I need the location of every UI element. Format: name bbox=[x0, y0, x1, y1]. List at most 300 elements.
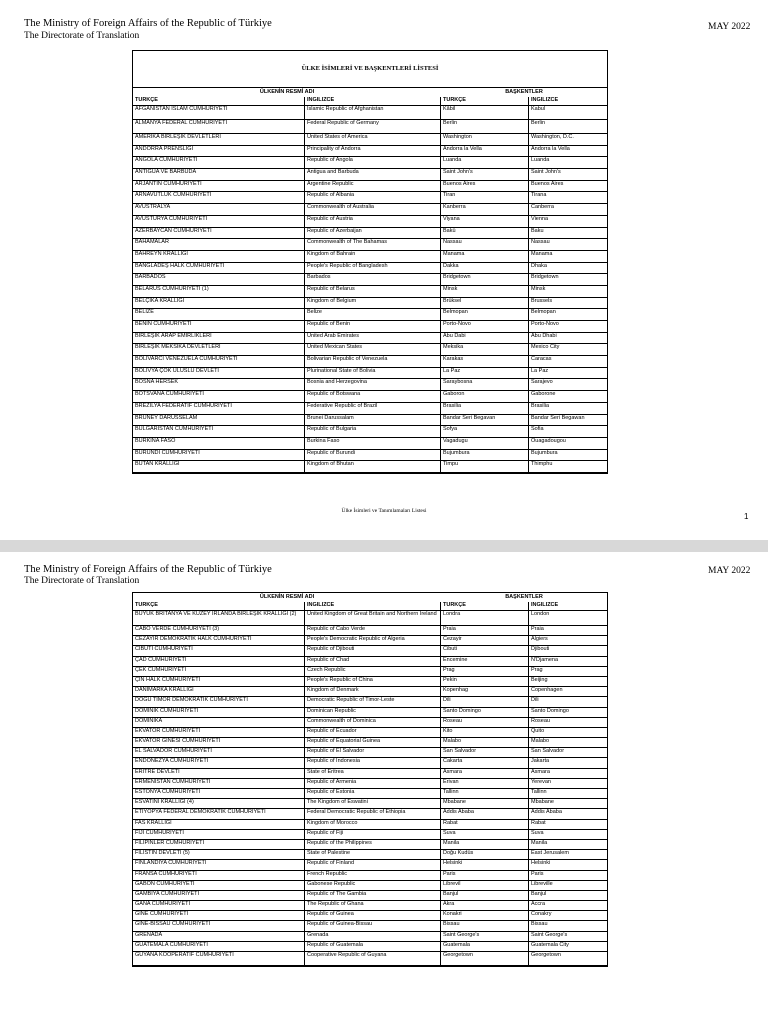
country-name-english: Federal Democratic Republic of Ethiopia bbox=[305, 809, 441, 818]
capital-english: Prag bbox=[531, 666, 543, 673]
country-name-english: Gabonese Republic bbox=[305, 881, 441, 890]
col-header-turkish: TÜRKÇE bbox=[133, 602, 305, 610]
capital-english: Georgetown bbox=[531, 952, 561, 958]
country-name-turkish: DOMİNİKA bbox=[133, 718, 305, 727]
table-row bbox=[133, 840, 607, 850]
table-row bbox=[133, 157, 607, 169]
capital-turkish: Londra bbox=[441, 611, 529, 625]
document-date: MAY 2022 bbox=[708, 566, 751, 576]
table-row bbox=[133, 379, 607, 391]
capital-turkish: Saraybosna bbox=[441, 379, 529, 390]
capital-english: Sarajevo bbox=[531, 379, 553, 386]
table-row bbox=[133, 932, 607, 942]
capital-english: Thimphu bbox=[531, 461, 553, 468]
country-name-turkish: BAHREYN KRALLIĞI bbox=[133, 251, 305, 262]
capital-english: Suva bbox=[531, 829, 544, 836]
capital-turkish: Rabat bbox=[441, 820, 529, 829]
country-name-english: Republic of Azerbaijan bbox=[305, 228, 441, 239]
country-name-turkish: CEZAYİR DEMOKRATİK HALK CUMHURİYETİ bbox=[133, 636, 305, 645]
table-row bbox=[133, 274, 607, 286]
country-name-turkish: BRUNEY DARUSSELAM bbox=[133, 415, 305, 426]
capital-turkish: Kâbil bbox=[441, 106, 529, 119]
country-name-turkish: GAMBİYA CUMHURİYETİ bbox=[133, 891, 305, 900]
capital-turkish: Bakü bbox=[441, 228, 529, 239]
table-row bbox=[133, 204, 607, 216]
table-heading: ÜLKE İSİMLERİ VE BAŞKENTLERİ LİSTESİ bbox=[133, 51, 607, 88]
capital-turkish: Washington bbox=[441, 134, 529, 145]
capital-english: Minsk bbox=[531, 285, 546, 292]
capital-english: N'Djamena bbox=[531, 656, 559, 663]
country-name-turkish: FAS KRALLIĞI bbox=[133, 820, 305, 829]
table-row bbox=[133, 403, 607, 415]
capital-turkish: La Paz bbox=[441, 368, 529, 379]
table-row bbox=[133, 697, 607, 707]
country-name-english: Antigua and Barbuda bbox=[305, 169, 441, 180]
country-name-turkish: ÇİN HALK CUMHURİYETİ bbox=[133, 677, 305, 686]
capital-english: Accra bbox=[531, 901, 546, 908]
column-header-row bbox=[133, 97, 607, 106]
capital-english: Luanda bbox=[531, 157, 550, 164]
capital-turkish: Tiran bbox=[441, 192, 529, 203]
table-row bbox=[133, 415, 607, 427]
capital-english: Canberra bbox=[531, 204, 554, 211]
country-name-turkish: BUTAN KRALLIĞI bbox=[133, 461, 305, 472]
capital-english: Bujumbura bbox=[531, 449, 558, 456]
country-name-english: Republic of Botswana bbox=[305, 391, 441, 402]
country-name-english: Republic of Angola bbox=[305, 157, 441, 168]
capital-turkish: Suva bbox=[441, 830, 529, 839]
country-name-english: Burkina Faso bbox=[305, 438, 441, 449]
capital-turkish: Nassau bbox=[441, 239, 529, 250]
country-name-turkish: GABON CUMHURİYETİ bbox=[133, 881, 305, 890]
table-row bbox=[133, 228, 607, 240]
country-name-english: Republic of Benin bbox=[305, 321, 441, 332]
country-name-english: Republic of Chad bbox=[305, 657, 441, 666]
country-name-turkish: ARNAVUTLUK CUMHURİYETİ bbox=[133, 192, 305, 203]
country-name-turkish: BURKİNA FASO bbox=[133, 438, 305, 449]
country-name-english: Principality of Andorra bbox=[305, 146, 441, 157]
capital-english: Bissau bbox=[531, 921, 548, 928]
capital-turkish: Brasilia bbox=[441, 403, 529, 414]
capital-turkish: Porto-Novo bbox=[441, 321, 529, 332]
countries-table bbox=[132, 592, 608, 967]
capital-english: Gaborone bbox=[531, 391, 556, 398]
capital-english: Manila bbox=[531, 839, 548, 846]
country-name-turkish: BAHAMALAR bbox=[133, 239, 305, 250]
table-row bbox=[133, 438, 607, 450]
capital-turkish: Dakka bbox=[441, 263, 529, 274]
capital-english: Libreville bbox=[531, 880, 553, 887]
country-name-english: Republic of Guinea bbox=[305, 911, 441, 920]
table-row bbox=[133, 728, 607, 738]
country-name-english: Islamic Republic of Afghanistan bbox=[305, 106, 441, 119]
capital-turkish: Bujumbura bbox=[441, 450, 529, 461]
capital-english: Banjul bbox=[531, 890, 547, 897]
capital-turkish: Saint George's bbox=[441, 932, 529, 941]
country-name-english: Republic of El Salvador bbox=[305, 748, 441, 757]
ministry-title: The Ministry of Foreign Affairs of the Republic of Türkiye bbox=[24, 564, 272, 575]
country-name-turkish: ESTONYA CUMHURİYETİ bbox=[133, 789, 305, 798]
capital-english: Guatemala City bbox=[531, 941, 569, 948]
country-name-turkish: ERMENİSTAN CUMHURİYETİ bbox=[133, 779, 305, 788]
table-row bbox=[133, 718, 607, 728]
table-row bbox=[133, 942, 607, 952]
capital-turkish: Helsinki bbox=[441, 860, 529, 869]
table-row bbox=[133, 657, 607, 667]
capital-turkish: San Salvador bbox=[441, 748, 529, 757]
country-name-english: The Republic of Ghana bbox=[305, 901, 441, 910]
country-name-turkish: BOLİVARCI VENEZUELA CUMHURİYETİ bbox=[133, 356, 305, 367]
table-row bbox=[133, 911, 607, 921]
country-name-turkish: AFGANİSTAN İSLAM CUMHURİYETİ bbox=[133, 106, 305, 119]
table-row bbox=[133, 321, 607, 333]
capital-english: Santo Domingo bbox=[531, 707, 569, 714]
capital-english: Djibouti bbox=[531, 646, 550, 653]
capital-english: Sofia bbox=[531, 426, 544, 433]
capital-turkish: Berlin bbox=[441, 120, 529, 133]
country-name-english: Kingdom of Morocco bbox=[305, 820, 441, 829]
country-name-english: State of Palestine bbox=[305, 850, 441, 859]
capital-turkish: Kopenhag bbox=[441, 687, 529, 696]
table-row bbox=[133, 450, 607, 462]
table-row bbox=[133, 120, 607, 134]
country-name-english: People's Republic of China bbox=[305, 677, 441, 686]
country-name-english: Grenada bbox=[305, 932, 441, 941]
capital-turkish: Paris bbox=[441, 871, 529, 880]
country-name-turkish: BARBADOS bbox=[133, 274, 305, 285]
capital-english: Quito bbox=[531, 727, 545, 734]
capital-turkish: Manama bbox=[441, 251, 529, 262]
country-name-turkish: BELARUS CUMHURİYETİ (1) bbox=[133, 286, 305, 297]
capital-turkish: Erivan bbox=[441, 779, 529, 788]
country-name-turkish: FRANSA CUMHURİYETİ bbox=[133, 871, 305, 880]
capital-english: Algiers bbox=[531, 636, 548, 643]
capital-turkish: Pekin bbox=[441, 677, 529, 686]
col-header-turkish: TÜRKÇE bbox=[133, 97, 305, 105]
capital-turkish: Sofya bbox=[441, 426, 529, 437]
country-name-turkish: BOLİVYA ÇOK ULUSLU DEVLETİ bbox=[133, 368, 305, 379]
capital-english: Caracas bbox=[531, 356, 552, 363]
country-name-turkish: GUATEMALA CUMHURİYETİ bbox=[133, 942, 305, 951]
capital-turkish: Guatemala bbox=[441, 942, 529, 951]
country-name-turkish: ESVATİNİ KRALLIĞI (4) bbox=[133, 799, 305, 808]
capital-turkish: Karakas bbox=[441, 356, 529, 367]
table-row bbox=[133, 134, 607, 146]
country-name-turkish: BANGLADEŞ HALK CUMHURİYETİ bbox=[133, 263, 305, 274]
capital-english: Dhaka bbox=[531, 262, 547, 269]
capital-english: Baku bbox=[531, 227, 544, 234]
table-row bbox=[133, 881, 607, 891]
table-row bbox=[133, 860, 607, 870]
capital-english: Helsinki bbox=[531, 860, 551, 867]
table-row bbox=[133, 251, 607, 263]
capital-turkish: Bandar Seri Begavan bbox=[441, 415, 529, 426]
capital-turkish: Georgetown bbox=[441, 952, 529, 965]
document-date: MAY 2022 bbox=[708, 22, 751, 32]
country-name-turkish: DOMİNİK CUMHURİYETİ bbox=[133, 708, 305, 717]
capital-turkish: Praia bbox=[441, 626, 529, 635]
table-row bbox=[133, 368, 607, 380]
table-row bbox=[133, 646, 607, 656]
capital-turkish: Mbabane bbox=[441, 799, 529, 808]
table-row bbox=[133, 216, 607, 228]
table-row bbox=[133, 169, 607, 181]
country-name-turkish: FİLİPİNLER CUMHURİYETİ bbox=[133, 840, 305, 849]
country-name-english: Republic of Cabo Verde bbox=[305, 626, 441, 635]
capital-english: Asmara bbox=[531, 768, 550, 775]
table-row bbox=[133, 789, 607, 799]
country-name-english: United Arab Emirates bbox=[305, 333, 441, 344]
capital-turkish: Santo Domingo bbox=[441, 708, 529, 717]
capital-turkish: Konakri bbox=[441, 911, 529, 920]
country-name-english: Republic of Armenia bbox=[305, 779, 441, 788]
country-name-english: Republic of Guinea-Bissau bbox=[305, 921, 441, 930]
country-name-turkish: GRENADA bbox=[133, 932, 305, 941]
table-row bbox=[133, 708, 607, 718]
capital-turkish: Vagadugu bbox=[441, 438, 529, 449]
capital-english: Washington, D.C. bbox=[531, 134, 574, 140]
capital-english: Dili bbox=[531, 697, 539, 704]
group-official-name: ÜLKENİN RESMİ ADI bbox=[259, 594, 315, 600]
capital-english: Copenhagen bbox=[531, 687, 563, 694]
capital-english: Berlin bbox=[531, 120, 546, 126]
column-header-row bbox=[133, 602, 607, 611]
capital-english: Manama bbox=[531, 250, 553, 257]
capital-english: Tirana bbox=[531, 192, 547, 199]
country-name-english: Republic of Guatemala bbox=[305, 942, 441, 951]
table-body bbox=[133, 106, 607, 473]
country-name-english: State of Eritrea bbox=[305, 769, 441, 778]
table-row bbox=[133, 758, 607, 768]
capital-turkish: Cakarta bbox=[441, 758, 529, 767]
capital-english: London bbox=[531, 611, 550, 617]
country-name-english: Argentine Republic bbox=[305, 181, 441, 192]
country-name-turkish: ENDONEZYA CUMHURİYETİ bbox=[133, 758, 305, 767]
country-name-english: Democratic Republic of Timor-Leste bbox=[305, 697, 441, 706]
column-group-row bbox=[133, 88, 607, 97]
country-name-turkish: BÜYÜK BRİTANYA VE KUZEY İRLANDA BİRLEŞİK KRALLIĞI (2) bbox=[133, 611, 305, 625]
capital-english: Conakry bbox=[531, 911, 552, 918]
capital-english: Roseau bbox=[531, 717, 550, 724]
table-row bbox=[133, 333, 607, 345]
table-row bbox=[133, 192, 607, 204]
capital-turkish: Manila bbox=[441, 840, 529, 849]
group-capitals: BAŞKENTLER bbox=[505, 89, 543, 95]
country-name-english: Federal Republic of Germany bbox=[305, 120, 441, 133]
table-row bbox=[133, 263, 607, 275]
table-row bbox=[133, 286, 607, 298]
country-name-english: Republic of the Philippines bbox=[305, 840, 441, 849]
capital-turkish: Minsk bbox=[441, 286, 529, 297]
country-name-turkish: GUYANA KOOPERATİF CUMHURİYETİ bbox=[133, 952, 305, 965]
table-row bbox=[133, 239, 607, 251]
country-name-english: Kingdom of Bahrain bbox=[305, 251, 441, 262]
table-row bbox=[133, 426, 607, 438]
capital-english: Brasilia bbox=[531, 402, 550, 409]
country-name-turkish: BOTSVANA CUMHURİYETİ bbox=[133, 391, 305, 402]
table-row bbox=[133, 106, 607, 120]
table-row bbox=[133, 952, 607, 966]
capital-english: Andorra la Vella bbox=[531, 145, 570, 152]
country-name-turkish: GANA CUMHURİYETİ bbox=[133, 901, 305, 910]
capital-english: Jakarta bbox=[531, 758, 550, 765]
country-name-turkish: ARJANTİN CUMHURİYETİ bbox=[133, 181, 305, 192]
capital-turkish: Timpu bbox=[441, 461, 529, 472]
capital-turkish: Buenos Aires bbox=[441, 181, 529, 192]
country-name-english: Republic of Fiji bbox=[305, 830, 441, 839]
country-name-english: Cooperative Republic of Guyana bbox=[305, 952, 441, 965]
col-header-english: İNGİLİZCE bbox=[305, 97, 441, 105]
country-name-turkish: ÇAD CUMHURİYETİ bbox=[133, 657, 305, 666]
table-row bbox=[133, 799, 607, 809]
country-name-english: Republic of Austria bbox=[305, 216, 441, 227]
country-name-turkish: EKVATOR GİNESİ CUMHURİYETİ bbox=[133, 738, 305, 747]
country-name-turkish: FİJİ CUMHURİYETİ bbox=[133, 830, 305, 839]
capital-turkish: Abu Dabi bbox=[441, 333, 529, 344]
col-header-capital-english: İNGİLİZCE bbox=[531, 97, 559, 103]
country-name-english: Kingdom of Denmark bbox=[305, 687, 441, 696]
country-name-english: Commonwealth of Dominica bbox=[305, 718, 441, 727]
capital-turkish: Kanberra bbox=[441, 204, 529, 215]
table-row bbox=[133, 461, 607, 473]
country-name-english: Republic of Finland bbox=[305, 860, 441, 869]
country-name-turkish: BREZİLYA FEDERATİF CUMHURİYETİ bbox=[133, 403, 305, 414]
table-row bbox=[133, 891, 607, 901]
col-header-capital-turkish: TÜRKÇE bbox=[441, 602, 529, 610]
table-row bbox=[133, 181, 607, 193]
capital-turkish: Banjul bbox=[441, 891, 529, 900]
country-name-english: Commonwealth of The Bahamas bbox=[305, 239, 441, 250]
capital-turkish: Bridgetown bbox=[441, 274, 529, 285]
country-name-english: Kingdom of Bhutan bbox=[305, 461, 441, 472]
table-row bbox=[133, 356, 607, 368]
country-name-english: Republic of Ecuador bbox=[305, 728, 441, 737]
country-name-turkish: EKVATOR CUMHURİYETİ bbox=[133, 728, 305, 737]
capital-turkish: Akra bbox=[441, 901, 529, 910]
country-name-english: The Kingdom of Eswatini bbox=[305, 799, 441, 808]
country-name-turkish: BİRLEŞİK MEKSİKA DEVLETLERİ bbox=[133, 344, 305, 355]
country-name-english: Republic of Albania bbox=[305, 192, 441, 203]
capital-english: Porto-Novo bbox=[531, 321, 559, 327]
capital-english: Mbabane bbox=[531, 799, 554, 806]
capital-turkish: Librevil bbox=[441, 881, 529, 890]
capital-english: Nassau bbox=[531, 239, 550, 246]
country-name-turkish: BELÇİKA KRALLIĞI bbox=[133, 298, 305, 309]
capital-english: Saint John's bbox=[531, 169, 561, 176]
capital-turkish: Gaboron bbox=[441, 391, 529, 402]
country-name-turkish: BULGARİSTAN CUMHURİYETİ bbox=[133, 426, 305, 437]
country-name-turkish: GİNE-BİSSAU CUMHURİYETİ bbox=[133, 921, 305, 930]
table-row bbox=[133, 769, 607, 779]
capital-turkish: Roseau bbox=[441, 718, 529, 727]
country-name-turkish: CABO VERDE CUMHURİYETİ (3) bbox=[133, 626, 305, 635]
country-name-english: Belize bbox=[305, 309, 441, 320]
capital-english: Beijing bbox=[531, 676, 548, 683]
capital-english: Kabul bbox=[531, 106, 546, 112]
country-name-english: Republic of Djibouti bbox=[305, 646, 441, 655]
table-row bbox=[133, 921, 607, 931]
capital-turkish: Meksika bbox=[441, 344, 529, 355]
capital-turkish: Luanda bbox=[441, 157, 529, 168]
table-row bbox=[133, 309, 607, 321]
capital-turkish: Doğu Kudüs bbox=[441, 850, 529, 859]
country-name-turkish: BENİN CUMHURİYETİ bbox=[133, 321, 305, 332]
country-name-english: Bolivarian Republic of Venezuela bbox=[305, 356, 441, 367]
table-row bbox=[133, 830, 607, 840]
country-name-english: United Kingdom of Great Britain and Northern Ireland bbox=[305, 611, 441, 625]
country-name-turkish: CİBUTİ CUMHURİYETİ bbox=[133, 646, 305, 655]
capital-turkish: Encemine bbox=[441, 657, 529, 666]
country-name-english: Barbados bbox=[305, 274, 441, 285]
country-name-turkish: FİLİSTİN DEVLETİ (5) bbox=[133, 850, 305, 859]
capital-turkish: Cezayir bbox=[441, 636, 529, 645]
table-row bbox=[133, 901, 607, 911]
capital-english: Saint George's bbox=[531, 931, 568, 938]
capital-turkish: Asmara bbox=[441, 769, 529, 778]
country-name-turkish: ANDORRA PRENSLİĞİ bbox=[133, 146, 305, 157]
col-header-capital-english: İNGİLİZCE bbox=[531, 602, 559, 608]
country-name-english: Republic of Bulgaria bbox=[305, 426, 441, 437]
country-name-turkish: ÇEK CUMHURİYETİ bbox=[133, 667, 305, 676]
directorate-subtitle: The Directorate of Translation bbox=[24, 576, 140, 586]
capital-turkish: Bissau bbox=[441, 921, 529, 930]
country-name-turkish: AVUSTURYA CUMHURİYETİ bbox=[133, 216, 305, 227]
country-name-turkish: FİNLANDİYA CUMHURİYETİ bbox=[133, 860, 305, 869]
capital-english: Buenos Aires bbox=[531, 180, 564, 187]
country-name-turkish: BURUNDİ CUMHURİYETİ bbox=[133, 450, 305, 461]
table-row bbox=[133, 611, 607, 626]
table-row bbox=[133, 391, 607, 403]
capital-english: Yerevan bbox=[531, 778, 551, 785]
capital-english: Malabo bbox=[531, 738, 550, 745]
country-name-turkish: ALMANYA FEDERAL CUMHURİYETİ bbox=[133, 120, 305, 133]
capital-turkish: Addis Ababa bbox=[441, 809, 529, 818]
country-name-english: Brunei Darussalam bbox=[305, 415, 441, 426]
country-name-turkish: BELİZE bbox=[133, 309, 305, 320]
col-header-capital-turkish: TÜRKÇE bbox=[441, 97, 529, 105]
capital-turkish: Dili bbox=[441, 697, 529, 706]
table-body bbox=[133, 611, 607, 966]
table-row bbox=[133, 687, 607, 697]
capital-english: Tallinn bbox=[531, 789, 547, 795]
capital-english: Ouagadougou bbox=[531, 437, 566, 444]
capital-english: Bridgetown bbox=[531, 274, 559, 281]
country-name-turkish: ANGOLA CUMHURİYETİ bbox=[133, 157, 305, 168]
country-name-english: United States of America bbox=[305, 134, 441, 145]
country-name-english: Republic of The Gambia bbox=[305, 891, 441, 900]
table-row bbox=[133, 738, 607, 748]
country-name-english: People's Republic of Bangladesh bbox=[305, 263, 441, 274]
capital-turkish: Brüksel bbox=[441, 298, 529, 309]
capital-english: Abu Dhabi bbox=[531, 332, 557, 339]
table-row bbox=[133, 146, 607, 158]
capital-english: Brussels bbox=[531, 297, 553, 304]
country-name-english: Republic of Burundi bbox=[305, 450, 441, 461]
table-row bbox=[133, 820, 607, 830]
capital-english: Praia bbox=[531, 626, 544, 632]
country-name-turkish: DANİMARKA KRALLIĞI bbox=[133, 687, 305, 696]
table-row bbox=[133, 636, 607, 646]
country-name-english: Kingdom of Belgium bbox=[305, 298, 441, 309]
countries-table bbox=[132, 50, 608, 474]
capital-turkish: Tallinn bbox=[441, 789, 529, 798]
capital-english: East Jerusalem bbox=[531, 850, 569, 857]
country-name-english: Czech Republic bbox=[305, 667, 441, 676]
col-header-english: İNGİLİZCE bbox=[305, 602, 441, 610]
table-row bbox=[133, 871, 607, 881]
table-row bbox=[133, 677, 607, 687]
capital-english: Vienna bbox=[531, 215, 549, 222]
